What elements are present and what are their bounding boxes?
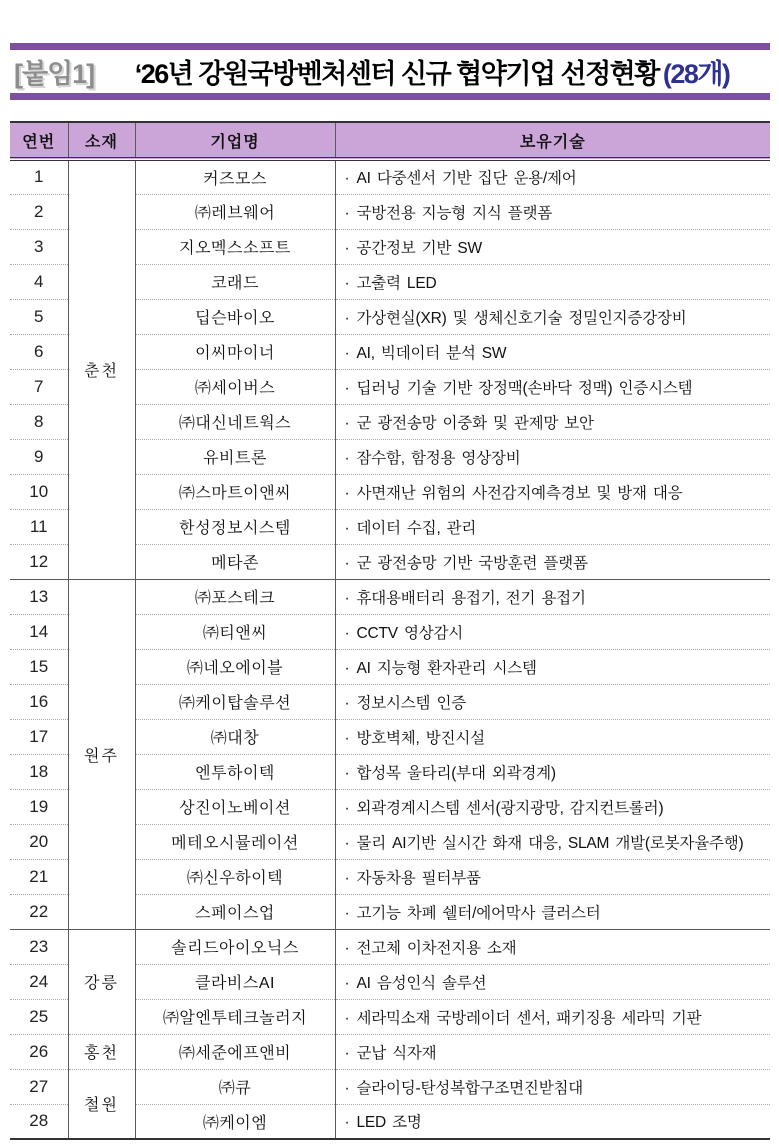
- bullet-icon: ·: [344, 274, 350, 292]
- row-number: 28: [10, 1104, 68, 1139]
- bullet-icon: ·: [344, 624, 350, 642]
- bullet-icon: ·: [344, 939, 350, 957]
- row-number: 14: [10, 614, 68, 649]
- technology-description: · 슬라이딩-탄성복합구조면진받침대: [335, 1069, 770, 1104]
- location-cell: 강릉: [68, 929, 135, 1034]
- technology-description: · 정보시스템 인증: [335, 684, 770, 719]
- bullet-icon: ·: [344, 729, 350, 747]
- company-name: ㈜레브웨어: [135, 194, 335, 229]
- location-cell: 춘천: [68, 159, 135, 579]
- location-cell: 철원: [68, 1069, 135, 1139]
- technology-description: · 공간정보 기반 SW: [335, 229, 770, 264]
- column-header-tech: 보유기술: [335, 122, 770, 159]
- technology-description: · 자동차용 필터부품: [335, 859, 770, 894]
- technology-description: · LED 조명: [335, 1104, 770, 1139]
- company-name: 한성정보시스템: [135, 509, 335, 544]
- company-count-badge: (28개): [662, 59, 730, 89]
- company-name: ㈜대신네트웍스: [135, 404, 335, 439]
- location-cell: 홍천: [68, 1034, 135, 1069]
- company-name: ㈜포스테크: [135, 579, 335, 614]
- bullet-icon: ·: [344, 1009, 350, 1027]
- company-name: 지오멕스소프트: [135, 229, 335, 264]
- row-number: 13: [10, 579, 68, 614]
- title-bottom-rule: [10, 93, 770, 100]
- row-number: 22: [10, 894, 68, 929]
- company-name: ㈜스마트이앤씨: [135, 474, 335, 509]
- technology-description: · AI 다중센서 기반 집단 운용/제어: [335, 159, 770, 194]
- technology-description: · 전고체 이차전지용 소재: [335, 929, 770, 964]
- row-number: 18: [10, 754, 68, 789]
- bullet-icon: ·: [344, 344, 350, 362]
- company-name: ㈜세이버스: [135, 369, 335, 404]
- bullet-icon: ·: [344, 869, 350, 887]
- bullet-icon: ·: [344, 239, 350, 257]
- row-number: 27: [10, 1069, 68, 1104]
- company-name: 엔투하이텍: [135, 754, 335, 789]
- row-number: 16: [10, 684, 68, 719]
- bullet-icon: ·: [344, 589, 350, 607]
- company-name: 메테오시뮬레이션: [135, 824, 335, 859]
- technology-description: · 딥러닝 기술 기반 장정맥(손바닥 정맥) 인증시스템: [335, 369, 770, 404]
- row-number: 6: [10, 334, 68, 369]
- technology-description: · 잠수함, 함정용 영상장비: [335, 439, 770, 474]
- title-top-rule: [10, 43, 770, 50]
- company-name: ㈜세준에프앤비: [135, 1034, 335, 1069]
- table-row: [10, 1069, 770, 1104]
- bullet-icon: ·: [344, 309, 350, 327]
- row-number: 24: [10, 964, 68, 999]
- row-number: 5: [10, 299, 68, 334]
- table-body: [10, 159, 770, 1139]
- table-header-row: [10, 122, 770, 159]
- bullet-icon: ·: [344, 414, 350, 432]
- technology-description: · 사면재난 위험의 사전감지예측경보 및 방재 대응: [335, 474, 770, 509]
- title-row: [10, 51, 770, 92]
- company-name: ㈜케이탑솔루션: [135, 684, 335, 719]
- row-number: 1: [10, 159, 68, 194]
- row-number: 4: [10, 264, 68, 299]
- row-number: 2: [10, 194, 68, 229]
- bullet-icon: ·: [344, 519, 350, 537]
- technology-description: · 군 광전송망 이중화 및 관제망 보안: [335, 404, 770, 439]
- table-header: [10, 122, 770, 159]
- bullet-icon: ·: [344, 799, 350, 817]
- row-number: 17: [10, 719, 68, 754]
- bullet-icon: ·: [344, 659, 350, 677]
- page-title: [94, 52, 770, 91]
- company-name: ㈜네오에이블: [135, 649, 335, 684]
- technology-description: · 데이터 수집, 관리: [335, 509, 770, 544]
- row-number: 12: [10, 544, 68, 579]
- row-number: 19: [10, 789, 68, 824]
- technology-description: · 휴대용배터리 용접기, 전기 용접기: [335, 579, 770, 614]
- technology-description: · 세라믹소재 국방레이더 센서, 패키징용 세라믹 기판: [335, 999, 770, 1034]
- page-title-text: ‘26년 강원국방벤처센터 신규 협약기업 선정현황: [134, 59, 659, 89]
- bullet-icon: ·: [344, 484, 350, 502]
- row-number: 7: [10, 369, 68, 404]
- column-header-no: 연번: [10, 122, 68, 159]
- technology-description: · CCTV 영상감시: [335, 614, 770, 649]
- bullet-icon: ·: [344, 1114, 350, 1132]
- table-row: [10, 159, 770, 194]
- attachment-label: [붙임1]: [14, 59, 95, 89]
- technology-description: · 군납 식자재: [335, 1034, 770, 1069]
- technology-description: · AI 음성인식 솔루션: [335, 964, 770, 999]
- company-name: ㈜티앤씨: [135, 614, 335, 649]
- bullet-icon: ·: [344, 1044, 350, 1062]
- company-name: 딥슨바이오: [135, 299, 335, 334]
- bullet-icon: ·: [344, 974, 350, 992]
- bullet-icon: ·: [344, 379, 350, 397]
- company-name: 커즈모스: [135, 159, 335, 194]
- row-number: 8: [10, 404, 68, 439]
- row-number: 20: [10, 824, 68, 859]
- company-name: ㈜알엔투테크놀러지: [135, 999, 335, 1034]
- company-name: 이씨마이너: [135, 334, 335, 369]
- bullet-icon: ·: [344, 834, 350, 852]
- company-name: ㈜신우하이텍: [135, 859, 335, 894]
- bullet-icon: ·: [344, 694, 350, 712]
- company-name: ㈜케이엠: [135, 1104, 335, 1139]
- bullet-icon: ·: [344, 764, 350, 782]
- technology-description: · 가상현실(XR) 및 생체신호기술 정밀인지증강장비: [335, 299, 770, 334]
- technology-description: · 고출력 LED: [335, 264, 770, 299]
- table-row: [10, 1034, 770, 1069]
- bullet-icon: ·: [344, 204, 350, 222]
- technology-description: · 국방전용 지능형 지식 플랫폼: [335, 194, 770, 229]
- company-name: 코래드: [135, 264, 335, 299]
- company-name: 클라비스AI: [135, 964, 335, 999]
- company-name: ㈜대창: [135, 719, 335, 754]
- row-number: 26: [10, 1034, 68, 1069]
- bullet-icon: ·: [344, 449, 350, 467]
- bullet-icon: ·: [344, 554, 350, 572]
- technology-description: · 군 광전송망 기반 국방훈련 플랫폼: [335, 544, 770, 579]
- column-header-company: 기업명: [135, 122, 335, 159]
- row-number: 9: [10, 439, 68, 474]
- bullet-icon: ·: [344, 904, 350, 922]
- row-number: 23: [10, 929, 68, 964]
- company-table: [10, 121, 770, 1140]
- row-number: 15: [10, 649, 68, 684]
- row-number: 3: [10, 229, 68, 264]
- technology-description: · AI 지능형 환자관리 시스템: [335, 649, 770, 684]
- row-number: 11: [10, 509, 68, 544]
- table-row: [10, 929, 770, 964]
- company-name: ㈜큐: [135, 1069, 335, 1104]
- table-row: [10, 579, 770, 614]
- company-name: 스페이스업: [135, 894, 335, 929]
- company-name: 유비트론: [135, 439, 335, 474]
- technology-description: · AI, 빅데이터 분석 SW: [335, 334, 770, 369]
- location-cell: 원주: [68, 579, 135, 929]
- bullet-icon: ·: [344, 170, 350, 188]
- column-header-location: 소재: [68, 122, 135, 159]
- document-page: [10, 0, 770, 1140]
- bullet-icon: ·: [344, 1079, 350, 1097]
- row-number: 10: [10, 474, 68, 509]
- company-name: 메타존: [135, 544, 335, 579]
- company-name: 솔리드아이오닉스: [135, 929, 335, 964]
- row-number: 25: [10, 999, 68, 1034]
- technology-description: · 방호벽체, 방진시설: [335, 719, 770, 754]
- technology-description: · 물리 AI기반 실시간 화재 대응, SLAM 개발(로봇자율주행): [335, 824, 770, 859]
- technology-description: · 외곽경계시스템 센서(광지광망, 감지컨트롤러): [335, 789, 770, 824]
- technology-description: · 고기능 차폐 쉘터/에어막사 클러스터: [335, 894, 770, 929]
- row-number: 21: [10, 859, 68, 894]
- technology-description: · 합성목 울타리(부대 외곽경계): [335, 754, 770, 789]
- company-name: 상진이노베이션: [135, 789, 335, 824]
